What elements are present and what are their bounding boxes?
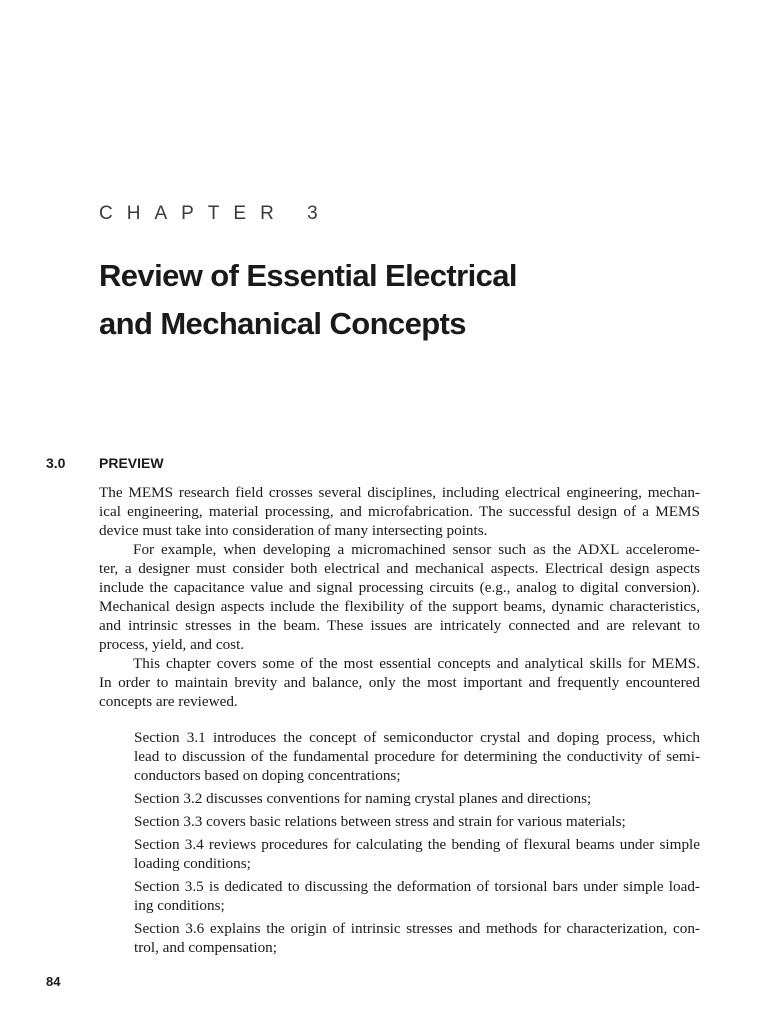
text-line: ing conditions;	[134, 897, 225, 914]
section-heading: PREVIEW	[99, 455, 164, 471]
text-line: include the capacitance value and signal processing circuits (e.g., analog to digital conversion).	[99, 579, 700, 596]
text-line: In order to maintain brevity and balance, only the most important and frequently encountered	[99, 674, 700, 691]
paragraph	[99, 540, 700, 654]
text-line: process, yield, and cost.	[99, 636, 245, 653]
text-line: The MEMS research field crosses several disciplines, including electrical engineering, mechan-	[99, 484, 700, 501]
body-text	[99, 483, 700, 961]
text-line: device must take into consideration of many intersecting points.	[99, 522, 488, 539]
section-list	[99, 728, 700, 957]
list-item	[134, 919, 700, 957]
text-line: ter, a designer must consider both electrical and mechanical aspects. Electrical design aspects	[99, 560, 700, 577]
chapter-title-line-2: and Mechanical Concepts	[99, 306, 466, 341]
text-line: For example, when developing a micromachined sensor such as the ADXL accelerome-	[133, 541, 700, 558]
text-line: conductors based on doping concentrations;	[134, 767, 401, 784]
chapter-title-line-1: Review of Essential Electrical	[99, 258, 517, 293]
text-line: ical engineering, material processing, and microfabrication. The successful design of a MEMS	[99, 503, 700, 520]
text-line: trol, and compensation;	[134, 939, 277, 956]
text-line: concepts are reviewed.	[99, 693, 238, 710]
text-line: loading conditions;	[134, 855, 251, 872]
chapter-label: CHAPTER 3	[99, 203, 332, 224]
text-line: lead to discussion of the fundamental procedure for determining the conductivity of semi-	[134, 748, 700, 765]
text-line: This chapter covers some of the most essential concepts and analytical skills for MEMS.	[133, 655, 700, 672]
list-item	[134, 835, 700, 873]
list-item	[134, 812, 700, 831]
list-item	[134, 728, 700, 785]
list-item	[134, 789, 700, 808]
page-number: 84	[46, 974, 61, 989]
text-line: Section 3.5 is dedicated to discussing the deformation of torsional bars under simple load-	[134, 878, 700, 895]
text-line: Section 3.6 explains the origin of intrinsic stresses and methods for characterization, con-	[134, 920, 700, 937]
text-line: and intrinsic stresses in the beam. These issues are intricately connected and are relevant to	[99, 617, 700, 634]
text-line: Mechanical design aspects include the flexibility of the support beams, dynamic characteristics,	[99, 598, 700, 615]
section-number: 3.0	[46, 455, 66, 471]
text-line: Section 3.2 discusses conventions for naming crystal planes and directions;	[134, 790, 592, 807]
list-item	[134, 877, 700, 915]
paragraph	[99, 654, 700, 711]
text-line: Section 3.3 covers basic relations between stress and strain for various materials;	[134, 813, 626, 830]
chapter-title	[99, 252, 517, 348]
paragraph	[99, 483, 700, 540]
text-line: Section 3.4 reviews procedures for calculating the bending of flexural beams under simple	[134, 836, 700, 853]
text-line: Section 3.1 introduces the concept of semiconductor crystal and doping process, which	[134, 729, 700, 746]
